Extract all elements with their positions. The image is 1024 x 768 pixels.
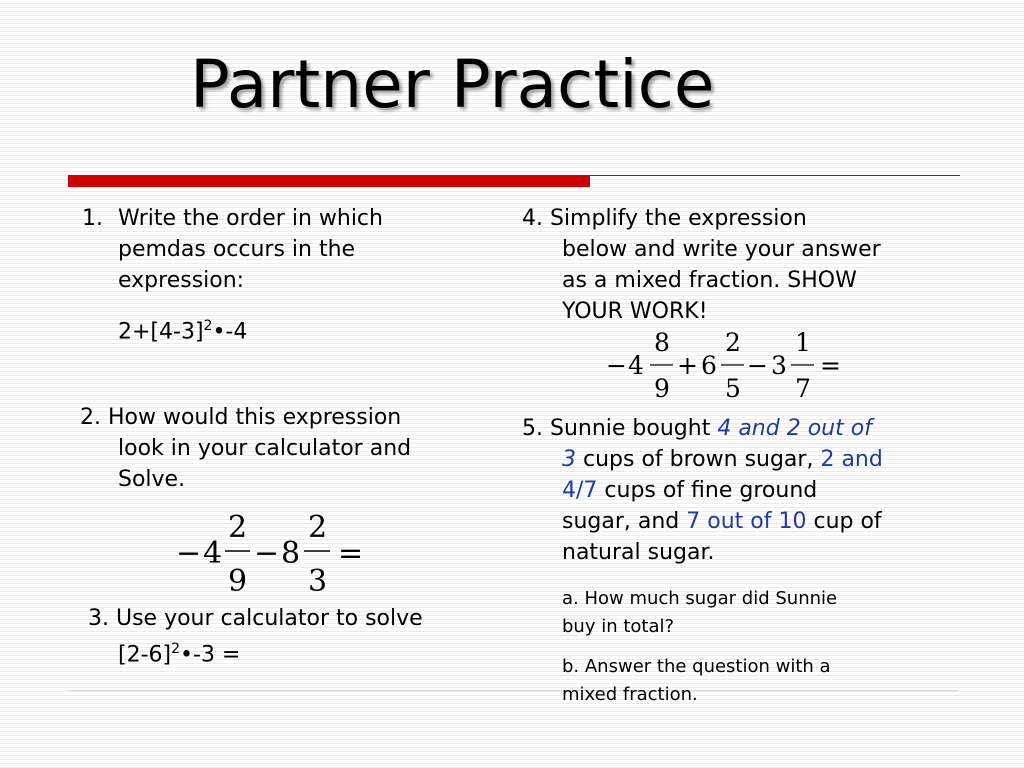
q5-l3-highlight: 4/7 — [562, 478, 598, 503]
q2-whole-2: 8 — [281, 536, 301, 571]
q5-l2-highlight: 3 — [562, 447, 576, 472]
q2-equals: = — [338, 536, 364, 571]
q2-line-3: Solve. — [118, 467, 186, 492]
q2-numerator-2: 2 — [308, 510, 328, 545]
q5-line-3 — [562, 475, 817, 506]
q5-l1-text: 5. Sunnie bought — [522, 416, 718, 441]
q4-line-4: YOUR WORK! — [562, 299, 708, 324]
q4-line-3: as a mixed fraction. SHOW — [562, 268, 857, 293]
slide-title: Partner Practice — [190, 46, 715, 123]
q4-numerator-3: 1 — [795, 328, 811, 357]
q1-expression — [118, 311, 247, 347]
q4-denominator-1: 9 — [654, 374, 670, 403]
q1-expr-tail: •-4 — [212, 319, 248, 345]
q5-part-a-line-1: a. How much sugar did Sunnie — [562, 588, 838, 609]
q2-denominator-1: 9 — [228, 564, 248, 597]
q1-expr-exponent: 2 — [203, 318, 213, 334]
bottom-divider — [68, 690, 958, 691]
q5-l2-highlight-2: 2 and — [820, 447, 883, 472]
q4-math-expression — [600, 325, 850, 405]
q1-line-3: expression: — [118, 268, 245, 293]
q4-equals: = — [820, 351, 841, 380]
q5-part-b-line-2: mixed fraction. — [562, 684, 698, 705]
q4-whole-1: 4 — [628, 351, 644, 380]
q3-expression — [118, 634, 240, 670]
q4-numerator-1: 8 — [654, 328, 670, 357]
q2-denominator-2: 3 — [308, 564, 328, 597]
q5-line-5: natural sugar. — [562, 540, 715, 565]
q1-line-1: Write the order in which — [118, 206, 383, 231]
q2-line-2: look in your calculator and — [118, 436, 412, 461]
q5-line-2 — [562, 444, 883, 475]
q4-operator-1: + — [677, 351, 698, 380]
q4-line-2: below and write your answer — [562, 237, 881, 262]
q5-part-a-line-2: buy in total? — [562, 616, 675, 637]
q5-l2-text: cups of brown sugar, — [576, 447, 821, 472]
q3-expr-tail: •-3 = — [180, 642, 241, 668]
q5-l4-text: sugar, and — [562, 509, 687, 534]
q5-line-1 — [522, 413, 872, 444]
q2-numerator-1: 2 — [228, 510, 248, 545]
q2-math-expression — [170, 505, 370, 597]
q5-part-b-line-1: b. Answer the question with a — [562, 656, 831, 677]
q4-denominator-2: 5 — [725, 374, 741, 403]
title-underline-line — [590, 175, 960, 176]
q3-expr-main: [2-6] — [118, 642, 172, 668]
q5-l1-highlight: 4 and 2 out of — [717, 416, 872, 441]
q1-expr-main: 2+[4-3] — [118, 319, 204, 345]
q5-l3-text: cups of fine ground — [597, 478, 818, 503]
q4-numerator-2: 2 — [725, 328, 741, 357]
q3-line-1: 3. Use your calculator to solve — [88, 606, 423, 631]
q2-minus-sign: − — [176, 536, 202, 571]
q1-number: 1. — [82, 206, 103, 231]
q5-l4-text-2: cup of — [806, 509, 882, 534]
q4-operator-2: − — [747, 351, 768, 380]
q5-l4-highlight: 7 out of 10 — [686, 509, 807, 534]
q5-line-4 — [562, 506, 882, 537]
q4-line-1: 4. Simplify the expression — [522, 206, 807, 231]
q4-denominator-3: 7 — [795, 374, 811, 403]
q2-whole-1: 4 — [203, 536, 223, 571]
q4-minus-sign: − — [606, 351, 627, 380]
title-underline-bar — [68, 175, 590, 187]
q3-expr-exponent: 2 — [171, 641, 181, 657]
q1-line-2: pemdas occurs in the — [118, 237, 356, 262]
q4-whole-3: 3 — [771, 351, 787, 380]
q2-line-1: 2. How would this expression — [80, 405, 402, 430]
q2-operator: − — [254, 536, 280, 571]
q4-whole-2: 6 — [701, 351, 717, 380]
